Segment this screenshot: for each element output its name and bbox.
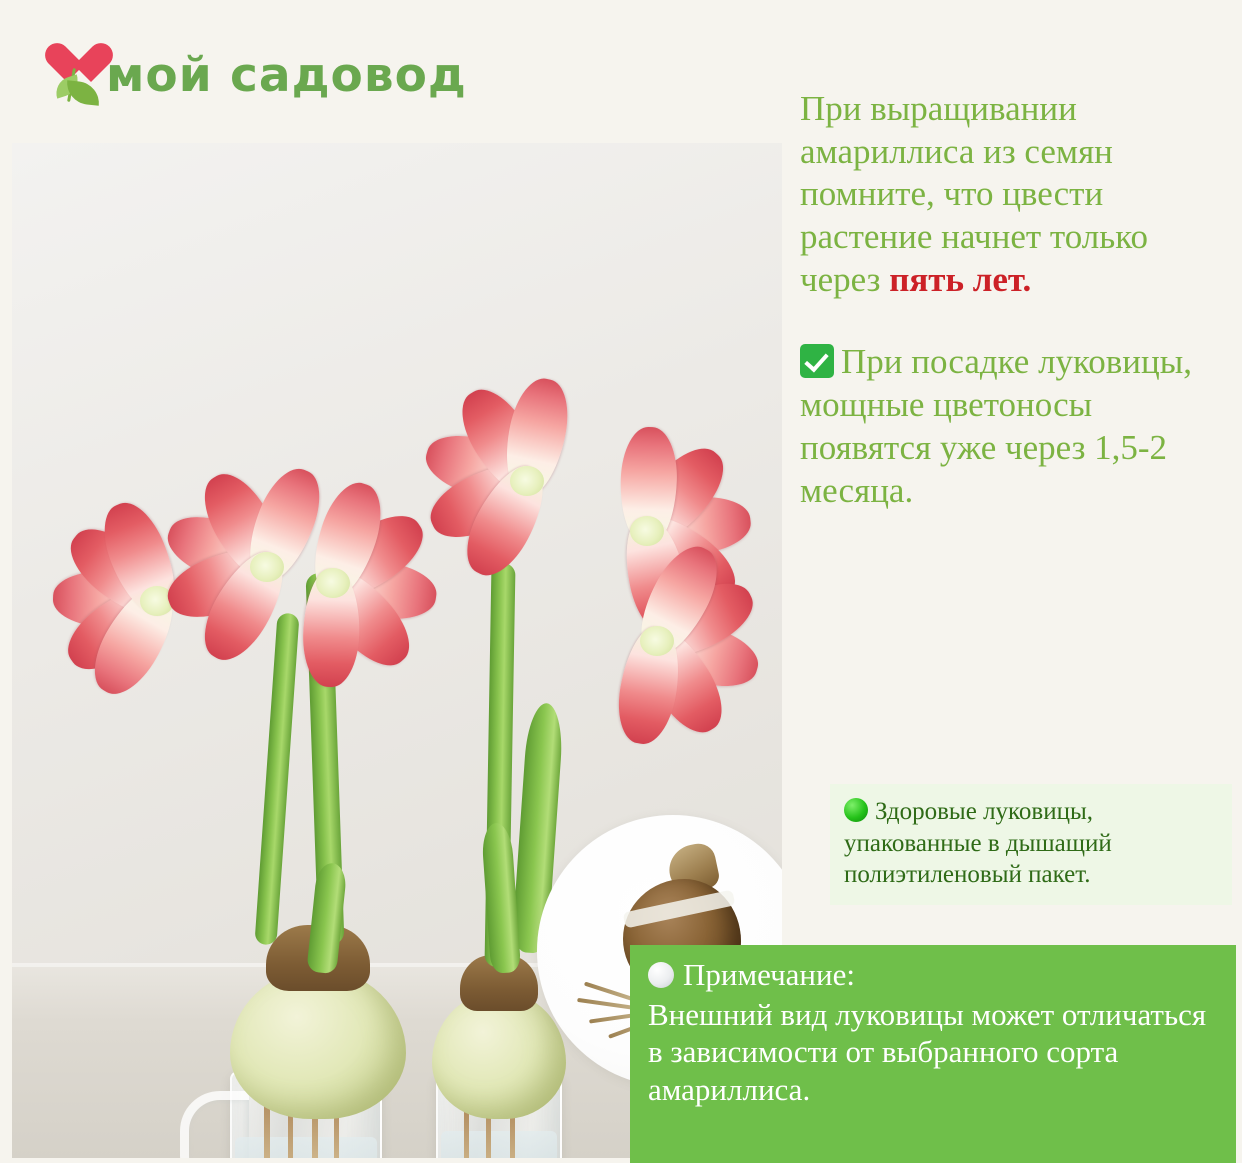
paragraph-seed-growing-text: При выращивании амариллиса из семян помните, что цвести растение начнет только через <box>800 89 1148 299</box>
green-dot-icon <box>844 798 868 822</box>
check-mark-icon <box>800 344 834 378</box>
site-logo[interactable] <box>40 30 467 120</box>
remark-title-row <box>648 957 1222 994</box>
flower-right-3 <box>552 553 762 728</box>
healthy-bulbs-note <box>830 784 1232 905</box>
remark-body: Внешний вид луковицы может отличаться в зависимости от выбранного сорта амариллиса. <box>648 996 1207 1108</box>
white-dot-icon <box>648 962 674 988</box>
heart-leaf-icon <box>40 38 110 112</box>
logo-text: мой садовод <box>106 47 467 103</box>
paragraph-bulb-planting-text: При посадке луковицы, мощные цветоносы появятся уже через 1,5-2 месяца. <box>800 342 1193 510</box>
paragraph-seed-growing-accent: пять лет. <box>889 259 1032 299</box>
remark-panel <box>630 945 1236 1163</box>
paragraph-bulb-planting <box>800 341 1230 512</box>
remark-title: Примечание: <box>683 957 855 992</box>
flower-left-3 <box>228 495 438 670</box>
right-text-column <box>800 88 1230 512</box>
paragraph-seed-growing <box>800 88 1230 301</box>
healthy-bulbs-note-text: Здоровые луковицы, упакованные в дышащий полиэтиленовый пакет. <box>844 798 1112 888</box>
